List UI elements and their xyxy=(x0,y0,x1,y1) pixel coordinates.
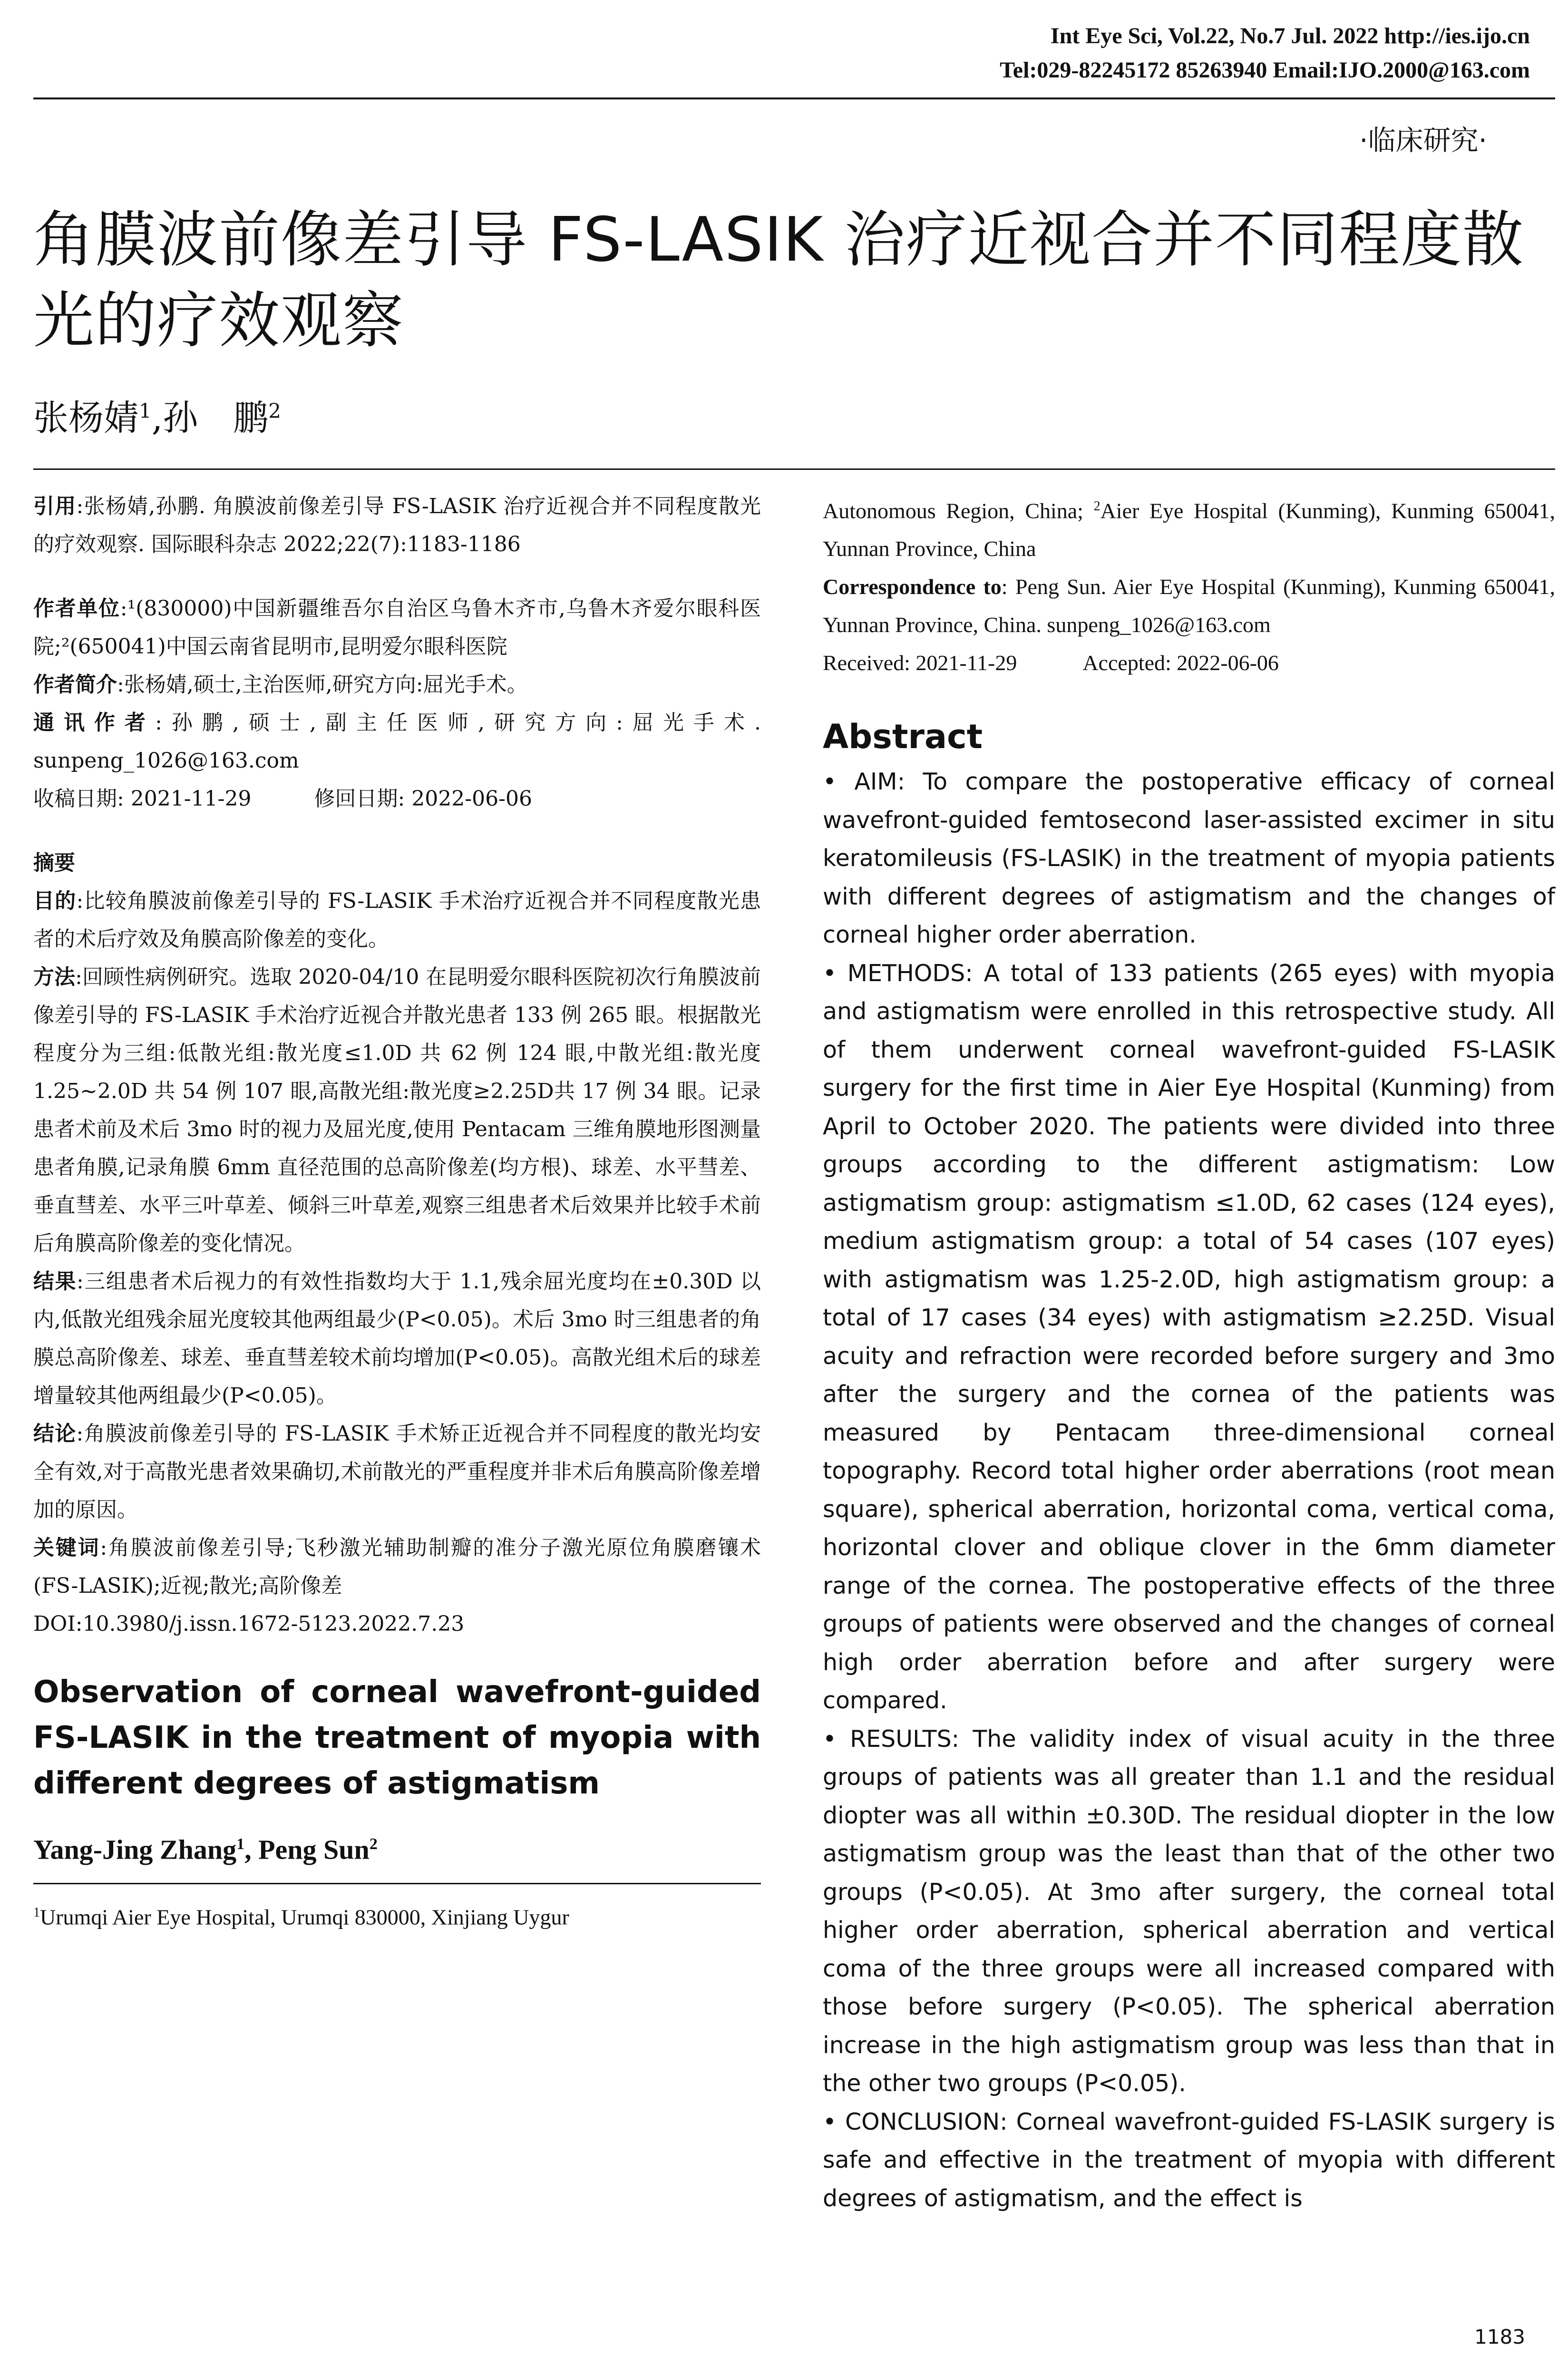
en-author-2: Peng Sun xyxy=(258,1834,370,1865)
correspondence-en xyxy=(823,568,1555,644)
doi: DOI:10.3980/j.issn.1672-5123.2022.7.23 xyxy=(33,1612,465,1636)
en-author-1: Yang-Jing Zhang xyxy=(33,1834,237,1865)
authors-rule xyxy=(33,468,1555,470)
author-bio-label: 作者简介 xyxy=(33,672,117,697)
correspondence-text-en: : Peng Sun. Aier Eye Hospital (Kunming), Kunming 650041, Yunnan Province, China. sunpeng_1026@163.com xyxy=(823,575,1555,637)
author-2: 孙 鹏 xyxy=(163,398,269,438)
header-line-2: Tel:029-82245172 85263940 Email:IJO.2000@163.com xyxy=(1000,58,1530,83)
affiliation-cont xyxy=(823,487,1555,568)
dates-cn: 收稿日期: 2021-11-29 修回日期: 2022-06-06 xyxy=(33,787,532,811)
left-column xyxy=(33,487,761,1937)
en-author-separator: , xyxy=(244,1834,259,1865)
header-line-1: Int Eye Sci, Vol.22, No.7 Jul. 2022 http://ies.ijo.cn xyxy=(1050,23,1530,49)
author-2-sup: 2 xyxy=(268,399,281,423)
results-cn xyxy=(33,1263,761,1415)
affiliation-2-sup: 2 xyxy=(1093,499,1101,514)
affiliation-1-sup: 1 xyxy=(33,1905,40,1920)
authors-line xyxy=(33,390,281,440)
author-1-sup: 1 xyxy=(139,399,152,423)
corresponding-author xyxy=(33,704,761,780)
methods-text-cn: :回顾性病例研究。选取 2020-04/10 在昆明爱尔眼科医院初次行角膜波前像差引导的 FS-LASIK 手术治疗近视合并散光患者 133 例 265 眼。根据散光程度分为三组:低散光组:散光度≤1.0D 共 62 例 124 眼,中散光组:散光度 1.25~2.0D 共 54 例 107 眼,高散光组:散光度≥2.25D共 17 例 34 眼。记录患者术前及术后 3mo 时的视力及屈光度,使用 Pentacam 三维角膜地形图测量患者角膜,记录角膜 6mm 直径范围的总高阶像差(均方根)、球差、水平彗差、垂直彗差、水平三叶草差、倾斜三叶草差,观察三组患者术后效果并比较手术前后角膜高阶像差的变化情况。 xyxy=(33,965,761,1256)
author-units-label: 作者单位 xyxy=(33,596,120,621)
author-bio xyxy=(33,666,761,704)
citation xyxy=(33,487,761,564)
abstract-heading-cn: 摘要 xyxy=(33,851,75,875)
abstract-heading-en: Abstract xyxy=(823,717,983,757)
page-number: 1183 xyxy=(1474,2325,1525,2348)
abstract-conclusion: • CONCLUSION: Corneal wavefront-guided FS-LASIK surgery is safe and effective in the treatment of myopia with different degrees of astigmatism, and the effect is xyxy=(823,2108,1555,2212)
section-label: ·临床研究· xyxy=(1359,124,1487,156)
conclusion-text-cn: :角膜波前像差引导的 FS-LASIK 手术矫正近视合并不同程度的散光均安全有效,对于高散光患者效果确切,术前散光的严重程度并非术后角膜高阶像差增加的原因。 xyxy=(33,1422,761,1522)
keywords-cn xyxy=(33,1529,761,1605)
affiliation-1 xyxy=(33,1894,761,1936)
citation-text: :张杨婧,孙鹏. 角膜波前像差引导 FS-LASIK 治疗近视合并不同程度散光的疗效观察. 国际眼科杂志 2022;22(7):1183-1186 xyxy=(33,494,761,556)
running-header xyxy=(1000,19,1530,88)
affiliation-1-text: Urumqi Aier Eye Hospital, Urumqi 830000, Xinjiang Uygur xyxy=(40,1905,569,1929)
en-author-1-sup: 1 xyxy=(236,1835,245,1853)
aim-label-cn: 目的 xyxy=(33,889,77,913)
author-1: 张杨婧 xyxy=(33,398,139,438)
english-authors xyxy=(33,1825,761,1869)
results-label-cn: 结果 xyxy=(33,1269,77,1294)
keywords-label-cn: 关键词 xyxy=(33,1536,100,1560)
affiliation-1-cont: Autonomous Region, China; xyxy=(823,498,1094,523)
right-column xyxy=(823,487,1555,2218)
conclusion-cn xyxy=(33,1415,761,1529)
abstract-methods: • METHODS: A total of 133 patients (265 eyes) with myopia and astigmatism were enrolled in this retrospective study. All of them underwent corneal wavefront-guided FS-LASIK surgery for the first time in Aier Eye Hospital (Kunming) from April to October 2020. The patients were divided into three groups according to the different astigmatism: Low astigmatism group: astigmatism ≤1.0D, 62 cases (124 eyes), medium astigmatism group: a total of 54 cases (107 eyes) with astigmatism was 1.25-2.0D, high astigmatism group: a total of 17 cases (34 eyes) with astigmatism ≥2.25D. Visual acuity and refraction were recorded before surgery and 3mo after the surgery and the cornea of the patients was measured by Pentacam three-dimensional corneal topography. Record total higher order aberrations (root mean square), spherical aberration, horizontal coma, vertical coma, horizontal clover and oblique clover in the 6mm diameter range of the cornea. The postoperative effects of the three groups of patients were observed and the changes of corneal high order aberration before and after surgery were compared. xyxy=(823,959,1555,1715)
author-units xyxy=(33,590,761,666)
methods-label-cn: 方法 xyxy=(33,965,76,989)
article-title: 角膜波前像差引导 FS-LASIK 治疗近视合并不同程度散光的疗效观察 xyxy=(33,205,1524,356)
methods-cn xyxy=(33,958,761,1263)
keywords-text-cn: :角膜波前像差引导;飞秒激光辅助制瓣的准分子激光原位角膜磨镶术(FS-LASIK);近视;散光;高阶像差 xyxy=(33,1536,761,1598)
affiliation-2-text: Aier Eye Hospital (Kunming), Kunming 650041, Yunnan Province, China xyxy=(823,498,1555,561)
author-units-text: :¹(830000)中国新疆维吾尔自治区乌鲁木齐市,乌鲁木齐爱尔眼科医院;²(650041)中国云南省昆明市,昆明爱尔眼科医院 xyxy=(33,596,761,659)
en-author-2-sup: 2 xyxy=(369,1835,378,1853)
corresponding-label: 通讯作者 xyxy=(33,711,156,735)
aim-text-cn: :比较角膜波前像差引导的 FS-LASIK 手术治疗近视合并不同程度散光患者的术后疗效及角膜高阶像差的变化。 xyxy=(33,889,761,951)
conclusion-label-cn: 结论 xyxy=(33,1422,77,1446)
english-title: Observation of corneal wavefront-guided FS-LASIK in the treatment of myopia with different degrees of astigmatism xyxy=(33,1675,761,1801)
results-text-cn: :三组患者术后视力的有效性指数均大于 1.1,残余屈光度均在±0.30D 以内,低散光组残余屈光度较其他两组最少(P<0.05)。术后 3mo 时三组患者的角膜总高阶像差、球差、垂直彗差较术前均增加(P<0.05)。高散光组术后的球差增量较其他两组最少(P<0.05)。 xyxy=(33,1269,761,1408)
author-separator: , xyxy=(151,398,163,438)
aim-cn xyxy=(33,882,761,958)
header-rule xyxy=(33,97,1555,99)
dates-en: Received: 2021-11-29 Accepted: 2022-06-06 xyxy=(823,651,1279,675)
correspondence-label-en: Correspondence to xyxy=(823,575,1002,599)
abstract-aim: • AIM: To compare the postoperative efficacy of corneal wavefront-guided femtosecond laser-assisted excimer in situ keratomileusis (FS-LASIK) in the treatment of myopia patients with different degrees of astigmatism and the changes of corneal higher order aberration. xyxy=(823,768,1555,949)
citation-label: 引用 xyxy=(33,494,77,518)
corresponding-text: :孙鹏,硕士,副主任医师,研究方向:屈光手术. sunpeng_1026@163.com xyxy=(33,711,761,773)
author-bio-text: :张杨婧,硕士,主治医师,研究方向:屈光手术。 xyxy=(117,672,528,697)
abstract-results: • RESULTS: The validity index of visual acuity in the three groups of patients was all greater than 1.1 and the residual diopter was all within ±0.30D. The residual diopter in the low astigmatism group was the least than that of the other two groups (P<0.05). At 3mo after surgery, the corneal total higher order aberration, spherical aberration and vertical coma of the three groups were all increased compared with those before surgery (P<0.05). The spherical aberration increase in the high astigmatism group was less than that in the other two groups (P<0.05). xyxy=(823,1725,1555,2097)
